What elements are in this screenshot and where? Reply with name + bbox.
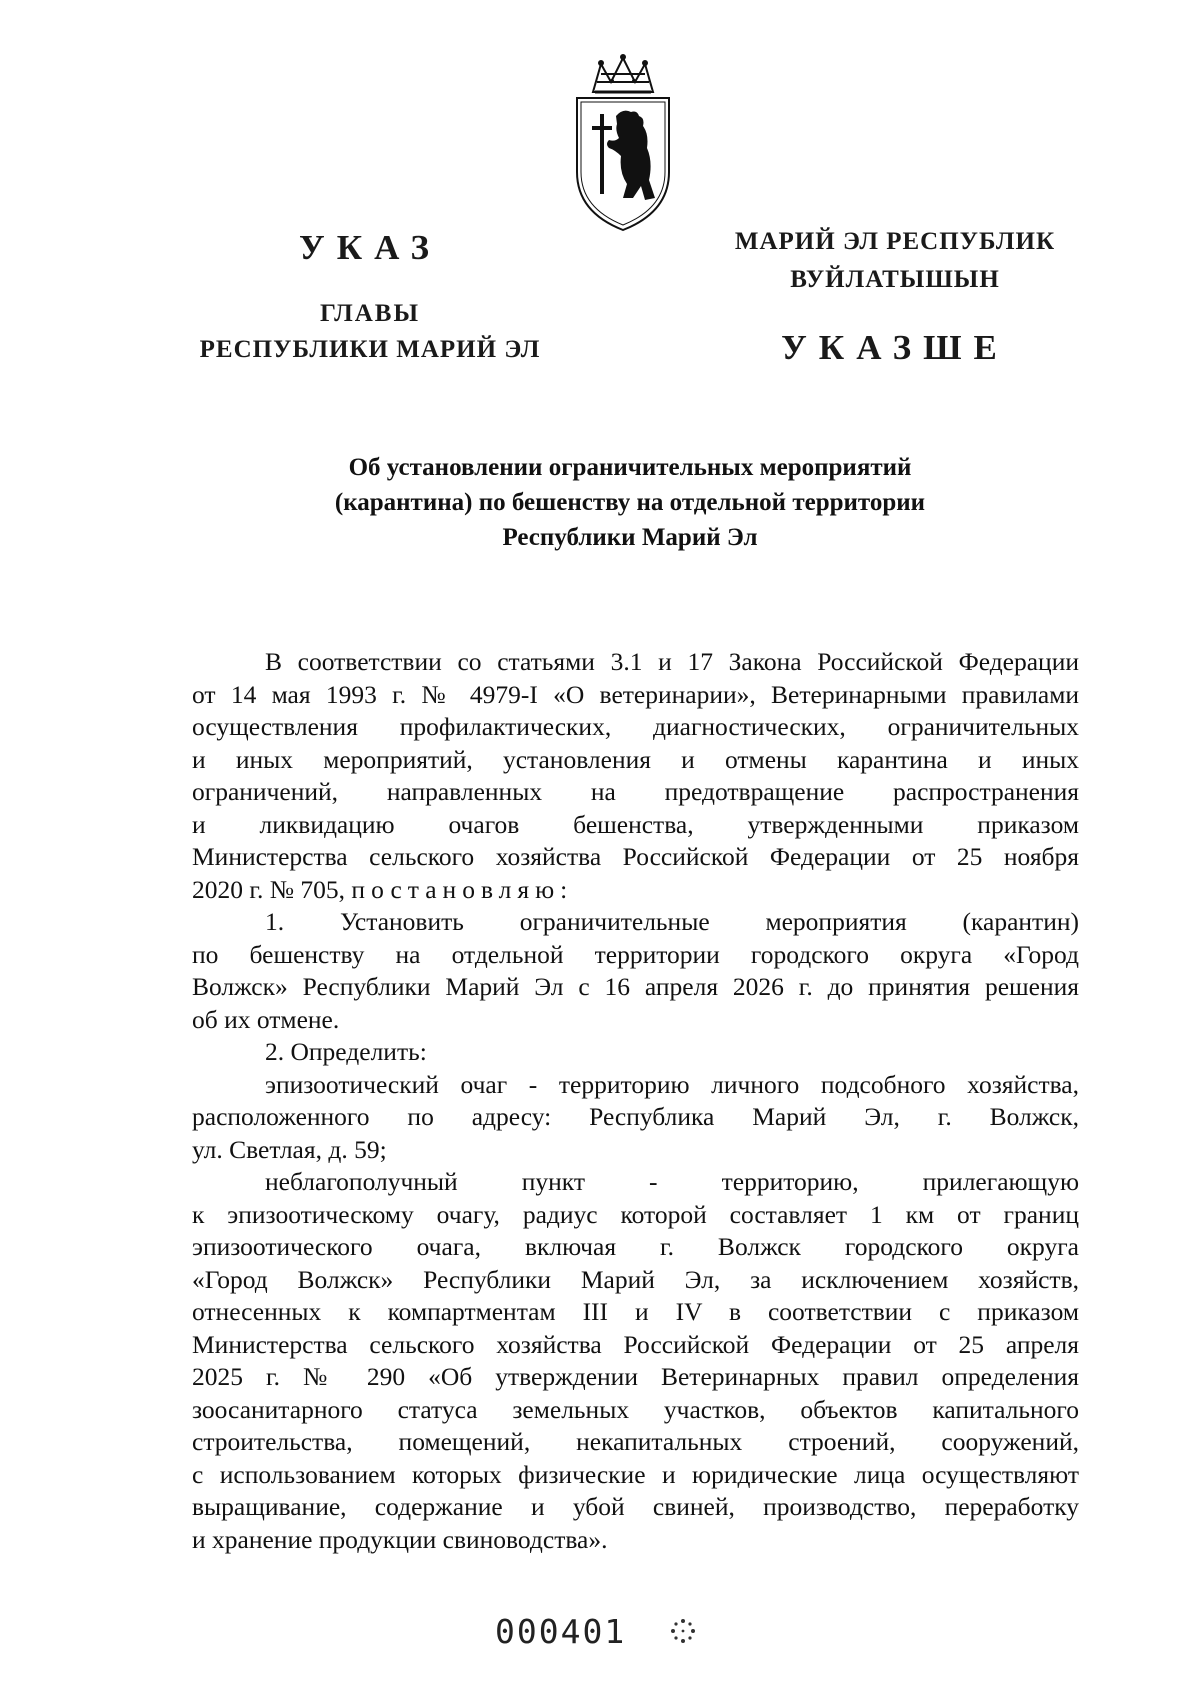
item2-point-line: выращивание, содержание и убой свиней, производство, переработку bbox=[192, 1492, 1079, 1521]
resolution-suffix: : bbox=[560, 874, 568, 904]
item2-point-line: «Город Волжск» Республики Марий Эл, за исключением хозяйств, bbox=[192, 1264, 1079, 1294]
item2-point-line: и хранение продукции свиноводства». bbox=[192, 1524, 608, 1554]
document-body bbox=[192, 646, 1079, 1556]
coat-of-arms-icon bbox=[571, 52, 675, 232]
item2-point-line: Министерства сельского хозяйства Российской Федерации от 25 апреля bbox=[192, 1329, 1079, 1359]
item2-point-line: к эпизоотическому очагу, радиус которой составляет 1 км от границ bbox=[192, 1199, 1079, 1229]
document-title-line: Об установлении ограничительных мероприятий bbox=[348, 454, 912, 481]
item1-line: об их отмене. bbox=[192, 1004, 340, 1034]
item2-focus-line: ул. Светлая, д. 59; bbox=[192, 1134, 387, 1164]
item2-heading: 2. Определить: bbox=[265, 1037, 427, 1066]
body-line: осуществления профилактических, диагностических, ограничительных bbox=[192, 712, 1079, 741]
item2-focus-line: расположенного по адресу: Республика Марий Эл, г. Волжск, bbox=[192, 1102, 1079, 1131]
item2-point-line: 2025 г. № 290 «Об утверждении Ветеринарных правил определения bbox=[192, 1362, 1079, 1391]
item2-focus-line: эпизоотический очаг - территорию личного подсобного хозяйства, bbox=[265, 1069, 1079, 1099]
item2-point-line: зоосанитарного статуса земельных участков, объектов капитального bbox=[192, 1394, 1079, 1424]
body-line: от 14 мая 1993 г. № 4979-I «О ветеринарии», Ветеринарными правилами bbox=[192, 679, 1079, 709]
body-line: ограничений, направленных на предотвращение распространения bbox=[192, 777, 1079, 806]
item1-line: 1. Установить ограничительные мероприятия (карантин) bbox=[265, 907, 1079, 936]
decree-title-ru: УКАЗ bbox=[299, 228, 441, 267]
decree-title-mari: УКАЗШЕ bbox=[781, 328, 1009, 367]
document-title-line: (карантина) по бешенству на отдельной территории bbox=[334, 489, 926, 516]
body-line: В соответствии со статьями 3.1 и 17 Закона Российской Федерации bbox=[265, 647, 1079, 676]
resolution-word: постановляю bbox=[351, 874, 561, 904]
resolution-prefix: 2020 г. № 705, bbox=[192, 874, 352, 904]
item1-line: Волжск» Республики Марий Эл с 16 апреля 2026 г. до принятия решения bbox=[192, 972, 1079, 1001]
decree-issuer-mari-line1: МАРИЙ ЭЛ РЕСПУБЛИК bbox=[734, 228, 1056, 255]
item2-point-line: с использованием которых физические и юридические лица осуществляют bbox=[192, 1459, 1079, 1489]
item2-point-line: отнесенных к компартментам III и IV в соответствии с приказом bbox=[192, 1297, 1079, 1326]
asterisk-mark-icon bbox=[668, 1616, 698, 1646]
body-line: и иных мероприятий, установления и отмены карантина и иных bbox=[192, 744, 1079, 774]
body-line: Министерства сельского хозяйства Российской Федерации от 25 ноября bbox=[192, 842, 1079, 871]
body-line: и ликвидацию очагов бешенства, утвержденными приказом bbox=[192, 809, 1079, 839]
item2-point-line: неблагополучный пункт - территорию, прилегающую bbox=[265, 1167, 1079, 1196]
decree-issuer-line2: РЕСПУБЛИКИ МАРИЙ ЭЛ bbox=[199, 336, 541, 363]
item2-point-line: строительства, помещений, некапитальных строений, сооружений, bbox=[192, 1427, 1079, 1456]
item2-point-line: эпизоотического очага, включая г. Волжск городского округа bbox=[192, 1232, 1079, 1261]
document-title bbox=[200, 450, 1060, 555]
decree-issuer-line1: ГЛАВЫ bbox=[319, 300, 421, 327]
document-title-line: Республики Марий Эл bbox=[502, 524, 758, 551]
decree-issuer-mari-line2: ВУЙЛАТЫШЫН bbox=[790, 266, 1000, 293]
item1-line: по бешенству на отдельной территории городского округа «Город bbox=[192, 939, 1079, 969]
body-line-resolution bbox=[192, 874, 1079, 907]
serial-number: 000401 bbox=[495, 1612, 627, 1651]
